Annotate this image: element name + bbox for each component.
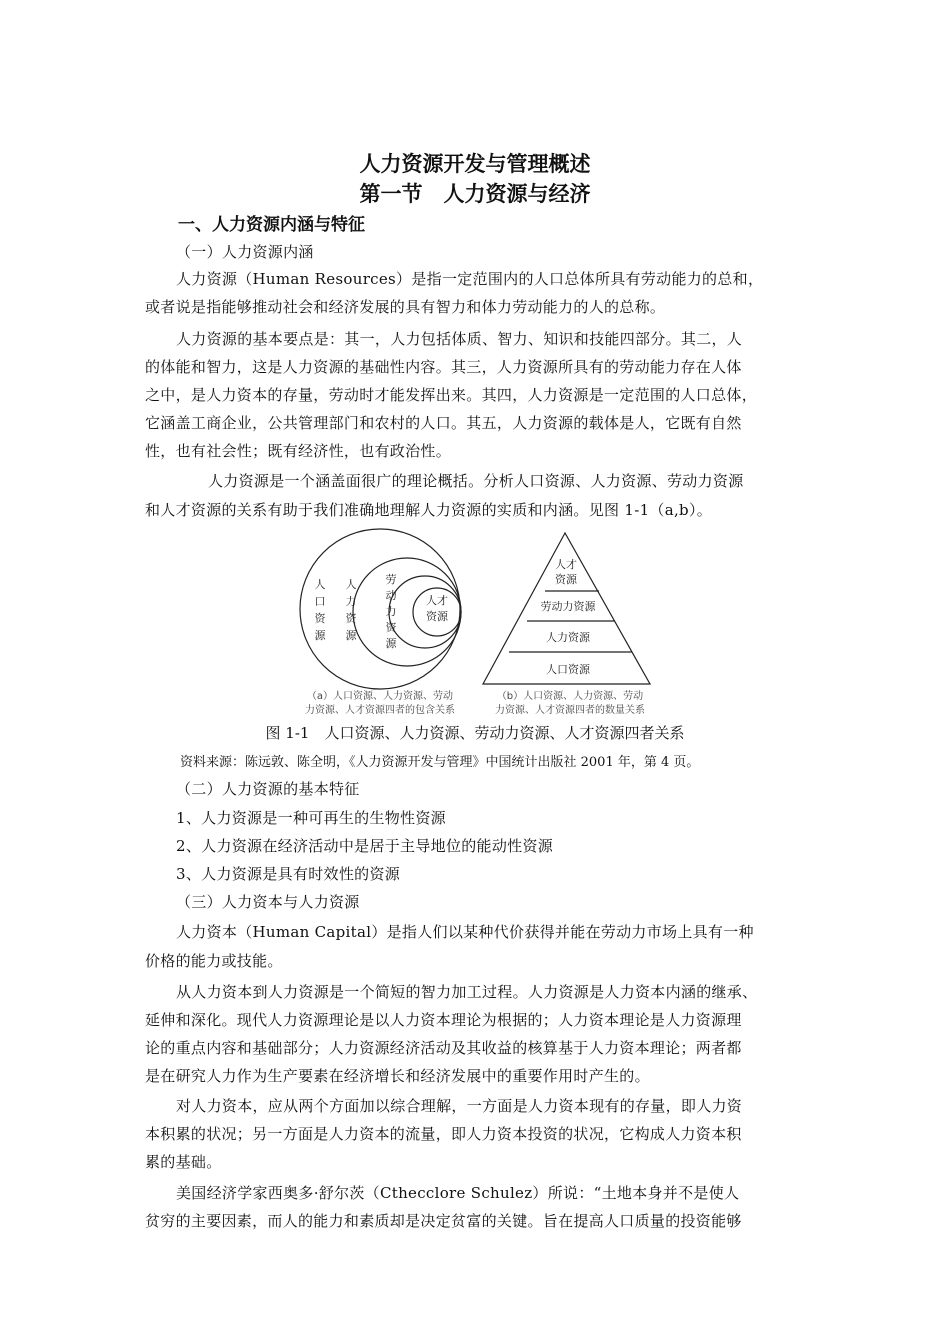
paragraph-line: 或者说是指能够推动社会和经济发展的具有智力和体力劳动能力的人的总称。 xyxy=(145,298,666,316)
subheading-2: （二）人力资源的基本特征 xyxy=(176,780,360,798)
pyramid-tier-population: 人口资源 xyxy=(546,663,590,676)
pyramid-tier-labor: 劳动力资源 xyxy=(540,600,596,613)
paragraph-line: 人力资源（Human Resources）是指一定范围内的人口总体所具有劳动能力的总和， xyxy=(176,270,764,288)
section-title: 第一节 人力资源与经济 xyxy=(359,182,591,206)
list-item: 3、人力资源是具有时效性的资源 xyxy=(176,865,401,883)
paragraph-line: 贫穷的主要因素，而人的能力和素质却是决定贫富的关键。旨在提高人口质量的投资能够 xyxy=(145,1212,742,1230)
paragraph-line: 美国经济学家西奥多·舒尔茨（Cthecclore Schulez）所说：“土地本身并不是使人 xyxy=(176,1184,740,1202)
paragraph-line: 从人力资本到人力资源是一个简短的智力加工过程。人力资源是人力资本内涵的继承、 xyxy=(176,983,758,1001)
caption-a-line-2: 力资源、人才资源四者的包含关系 xyxy=(305,705,455,716)
circle-labor-resources xyxy=(389,576,461,648)
caption-b-line-2: 力资源、人才资源四者的数量关系 xyxy=(495,705,645,716)
document-title: 人力资源开发与管理概述 xyxy=(359,152,591,176)
paragraph-line: 性，也有社会性；既有经济性，也有政治性。 xyxy=(145,442,452,460)
circle-population xyxy=(300,529,460,689)
label-human-resources: 人力资源 xyxy=(345,578,357,642)
paragraph-line: 之中，是人力资本的存量，劳动时才能发挥出来。其四，人力资源是一定范围的人口总体， xyxy=(145,386,758,404)
pyramid-tier-human: 人力资源 xyxy=(546,631,590,644)
subheading-1: （一）人力资源内涵 xyxy=(176,243,314,261)
paragraph-line: 累的基础。 xyxy=(145,1153,222,1171)
paragraph-line: 它涵盖工商企业，公共管理部门和农村的人口。其五，人力资源的载体是人，它既有自然 xyxy=(145,414,742,432)
paragraph-line: 人力资源的基本要点是：其一，人力包括体质、智力、知识和技能四部分。其二，人 xyxy=(176,330,743,348)
paragraph-line: 延伸和深化。现代人力资源理论是以人力资本理论为根据的；人力资本理论是人力资源理 xyxy=(145,1011,742,1029)
figure-caption: 图 1-1 人口资源、人力资源、劳动力资源、人才资源四者关系 xyxy=(265,724,685,742)
paragraph-line: 对人力资本，应从两个方面加以综合理解，一方面是人力资本现有的存量，即人力资 xyxy=(176,1097,743,1115)
paragraph-line: 本积累的状况；另一方面是人力资本的流量，即人力资本投资的状况，它构成人力资本积 xyxy=(145,1125,742,1143)
list-item: 1、人力资源是一种可再生的生物性资源 xyxy=(176,809,446,827)
caption-b-line-1: （b）人口资源、人力资源、劳动 xyxy=(496,691,644,702)
caption-a-line-1: （a）人口资源、人力资源、劳动 xyxy=(306,691,454,702)
paragraph-line: 和人才资源的关系有助于我们准确地理解人力资源的实质和内涵。见图 1-1（a,b）。 xyxy=(145,501,713,519)
subheading-3: （三）人力资本与人力资源 xyxy=(176,893,360,911)
label-labor-resources: 劳动力资源 xyxy=(385,573,397,650)
paragraph-line: 论的重点内容和基础部分；人力资源经济活动及其收益的核算基于人力资本理论；两者都 xyxy=(145,1039,742,1057)
list-item: 2、人力资源在经济活动中是居于主导地位的能动性资源 xyxy=(176,837,554,855)
paragraph-line: 是在研究人力作为生产要素在经济增长和经济发展中的重要作用时产生的。 xyxy=(145,1067,650,1085)
pyramid-tier-talent: 人才资源 xyxy=(555,558,577,586)
heading-1: 一、人力资源内涵与特征 xyxy=(178,215,365,235)
figure-1-1 xyxy=(295,528,675,720)
paragraph-line: 的体能和智力，这是人力资源的基础性内容。其三，人力资源所具有的劳动能力存在人体 xyxy=(145,358,742,376)
paragraph-line: 价格的能力或技能。 xyxy=(145,952,283,970)
figure-source: 资料来源：陈远敦、陈全明，《人力资源开发与管理》中国统计出版社 2001 年，第 4 页。 xyxy=(180,755,700,770)
label-population: 人口资源 xyxy=(314,578,326,642)
paragraph-line: 人力资源是一个涵盖面很广的理论概括。分析人口资源、人力资源、劳动力资源 xyxy=(208,472,744,490)
nested-circles-diagram xyxy=(300,529,461,689)
label-talent-resources: 人才资源 xyxy=(426,594,448,623)
paragraph-line: 人力资本（Human Capital）是指人们以某种代价获得并能在劳动力市场上具有一种 xyxy=(176,923,754,941)
